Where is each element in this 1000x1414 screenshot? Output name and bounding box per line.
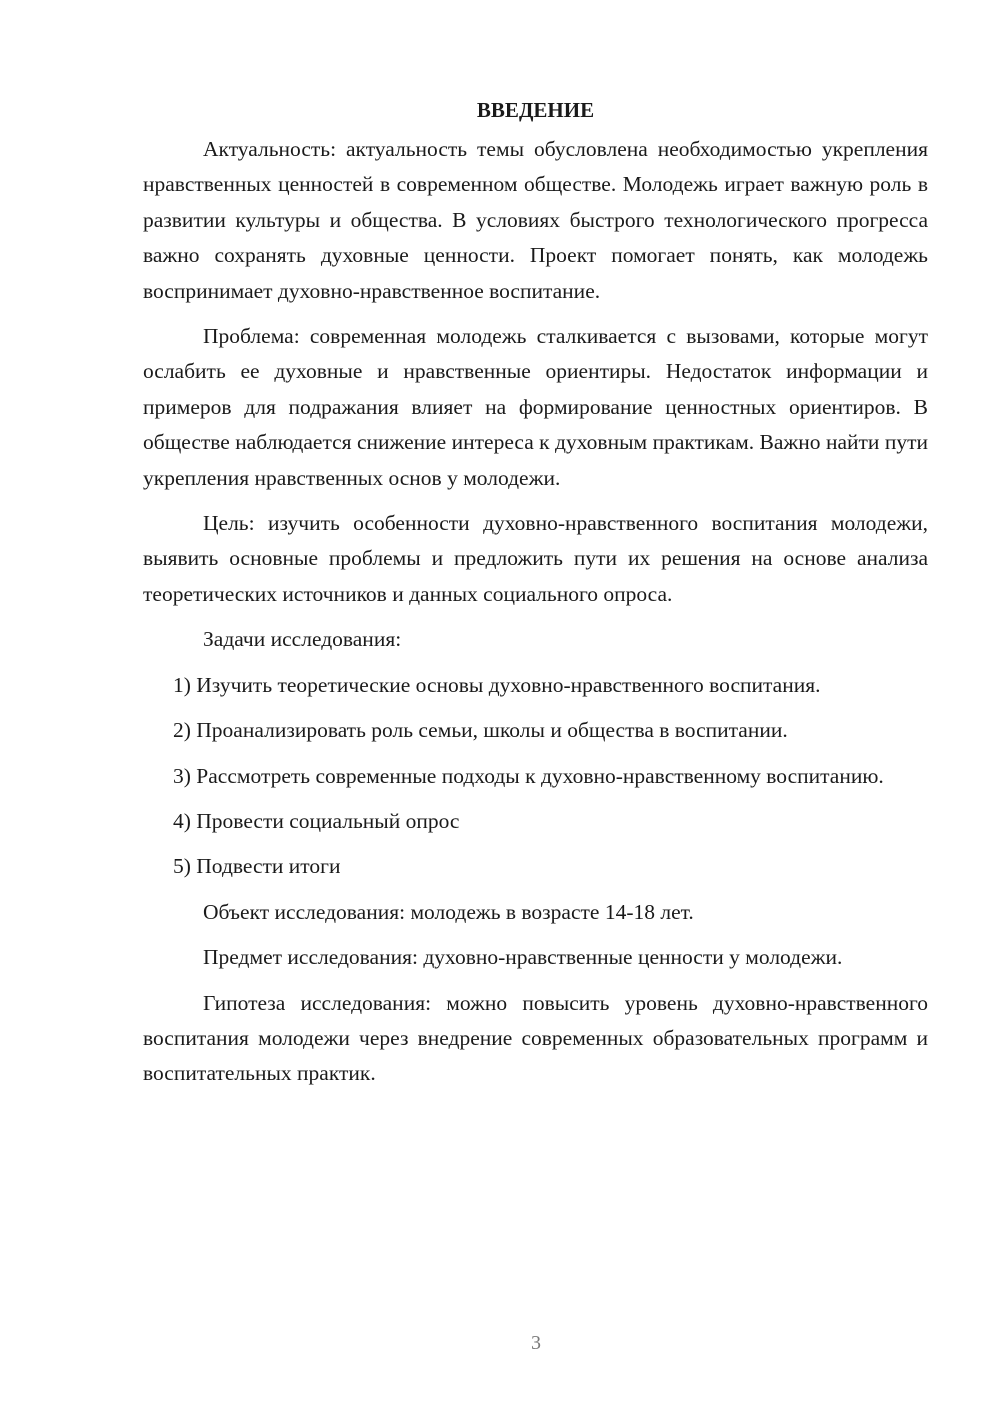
task-item-5: 5) Подвести итоги — [173, 854, 341, 879]
task-item-4: 4) Провести социальный опрос — [173, 808, 460, 833]
problem-paragraph: Проблема: современная молодежь сталкивается с вызовами, которые могут ослабить ее духовные и нравственные ориентиры. Недостаток информации и примеров для подражания влияет на формирование ценностных ориентиров. В обществе наблюдается снижение интереса к духовным практикам. Важно найти пути укрепления нравственных основ у молодежи. — [143, 324, 928, 490]
tasks-heading: Задачи исследования: — [203, 627, 402, 652]
page-number: 3 — [531, 1332, 541, 1354]
section-title: ВВЕДЕНИЕ — [476, 98, 595, 122]
task-item-1: 1) Изучить теоретические основы духовно-нравственного воспитания. — [173, 672, 821, 697]
object-paragraph: Объект исследования: молодежь в возрасте 14-18 лет. — [203, 899, 694, 924]
goal-paragraph: Цель: изучить особенности духовно-нравственного воспитания молодежи, выявить основные проблемы и предложить пути их решения на основе анализа теоретических источников и данных социального опроса. — [143, 511, 928, 606]
relevance-paragraph: Актуальность: актуальность темы обусловлена необходимостью укрепления нравственных ценностей в современном обществе. Молодежь играет важную роль в развитии культуры и общества. В условиях быстрого технологического прогресса важно сохранять духовные ценности. Проект помогает понять, как молодежь воспринимает духовно-нравственное воспитание. — [143, 137, 928, 303]
subject-paragraph: Предмет исследования: духовно-нравственные ценности у молодежи. — [203, 945, 843, 970]
task-item-3: 3) Рассмотреть современные подходы к духовно-нравственному воспитанию. — [173, 763, 884, 788]
document-page — [143, 90, 928, 1102]
task-item-2: 2) Проанализировать роль семьи, школы и общества в воспитании. — [173, 718, 788, 743]
hypothesis-paragraph: Гипотеза исследования: можно повысить уровень духовно-нравственного воспитания молодежи через внедрение современных образовательных программ и воспитательных практик. — [143, 990, 928, 1086]
